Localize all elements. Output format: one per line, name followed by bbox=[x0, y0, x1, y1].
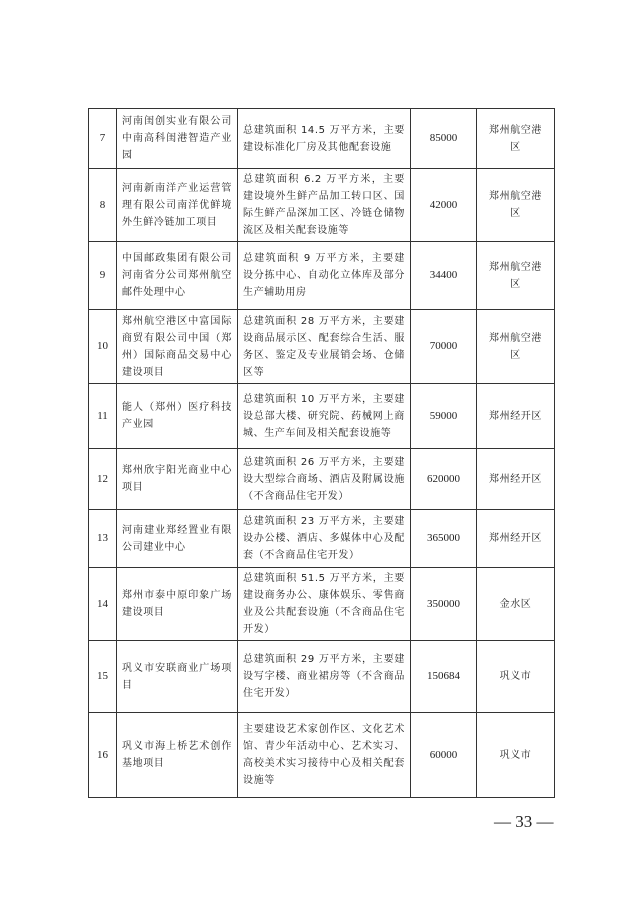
project-name: 河南建业郑经置业有限公司建业中心 bbox=[117, 510, 238, 568]
table-row bbox=[89, 169, 555, 242]
row-number: 8 bbox=[89, 169, 117, 242]
project-description: 主要建设艺术家创作区、文化艺术馆、青少年活动中心、艺术实习、高校美术实习接待中心及相关配套设施等 bbox=[238, 713, 411, 798]
table-row bbox=[89, 510, 555, 568]
project-location: 郑州航空港区 bbox=[477, 310, 555, 384]
project-name: 中国邮政集团有限公司河南省分公司郑州航空邮件处理中心 bbox=[117, 242, 238, 310]
investment-amount: 350000 bbox=[411, 568, 477, 641]
project-location: 郑州经开区 bbox=[477, 449, 555, 510]
row-number: 7 bbox=[89, 109, 117, 169]
row-number: 14 bbox=[89, 568, 117, 641]
page-number: — 33 — bbox=[494, 812, 554, 831]
project-table-body bbox=[89, 109, 555, 798]
project-location: 郑州经开区 bbox=[477, 384, 555, 449]
project-name: 河南闺创实业有限公司中南高科闺港智造产业园 bbox=[117, 109, 238, 169]
project-name: 能人（郑州）医疗科技产业园 bbox=[117, 384, 238, 449]
investment-amount: 85000 bbox=[411, 109, 477, 169]
project-name: 巩义市安联商业广场项目 bbox=[117, 641, 238, 713]
row-number: 12 bbox=[89, 449, 117, 510]
table-row bbox=[89, 242, 555, 310]
investment-amount: 34400 bbox=[411, 242, 477, 310]
row-number: 13 bbox=[89, 510, 117, 568]
project-table bbox=[88, 108, 555, 798]
project-description: 总建筑面积 9 万平方米，主要建设分拣中心、自动化立体库及部分生产辅助用房 bbox=[238, 242, 411, 310]
project-description: 总建筑面积 26 万平方米，主要建设大型综合商场、酒店及附属设施（不含商品住宅开发） bbox=[238, 449, 411, 510]
project-description: 总建筑面积 6.2 万平方米，主要建设境外生鲜产品加工转口区、国际生鲜产品深加工区、冷链仓储物流区及相关配套设施等 bbox=[238, 169, 411, 242]
project-name: 郑州市泰中原印象广场建设项目 bbox=[117, 568, 238, 641]
row-number: 9 bbox=[89, 242, 117, 310]
row-number: 15 bbox=[89, 641, 117, 713]
investment-amount: 59000 bbox=[411, 384, 477, 449]
investment-amount: 42000 bbox=[411, 169, 477, 242]
project-description: 总建筑面积 51.5 万平方米，主要建设商务办公、康体娱乐、零售商业及公共配套设施（不含商品住宅开发） bbox=[238, 568, 411, 641]
investment-amount: 365000 bbox=[411, 510, 477, 568]
investment-amount: 150684 bbox=[411, 641, 477, 713]
project-name: 河南新南洋产业运营管理有限公司南洋优鲜境外生鲜冷链加工项目 bbox=[117, 169, 238, 242]
row-number: 10 bbox=[89, 310, 117, 384]
table-row bbox=[89, 310, 555, 384]
investment-amount: 60000 bbox=[411, 713, 477, 798]
table-row bbox=[89, 713, 555, 798]
project-description: 总建筑面积 28 万平方米，主要建设商品展示区、配套综合生活、服务区、鉴定及专业展销会场、仓储区等 bbox=[238, 310, 411, 384]
project-location: 巩义市 bbox=[477, 713, 555, 798]
project-description: 总建筑面积 14.5 万平方米，主要建设标准化厂房及其他配套设施 bbox=[238, 109, 411, 169]
project-name: 郑州欣宇阳光商业中心项目 bbox=[117, 449, 238, 510]
table-row bbox=[89, 568, 555, 641]
project-name: 巩义市海上桥艺术创作基地项目 bbox=[117, 713, 238, 798]
project-description: 总建筑面积 23 万平方米，主要建设办公楼、酒店、多媒体中心及配套（不含商品住宅开发） bbox=[238, 510, 411, 568]
project-description: 总建筑面积 29 万平方米，主要建设写字楼、商业裙房等（不含商品住宅开发） bbox=[238, 641, 411, 713]
project-name: 郑州航空港区中富国际商贸有限公司中国（郑州）国际商品交易中心建设项目 bbox=[117, 310, 238, 384]
project-description: 总建筑面积 10 万平方米，主要建设总部大楼、研究院、药械网上商城、生产车间及相关配套设施等 bbox=[238, 384, 411, 449]
project-location: 郑州航空港区 bbox=[477, 169, 555, 242]
table-row bbox=[89, 449, 555, 510]
row-number: 16 bbox=[89, 713, 117, 798]
investment-amount: 620000 bbox=[411, 449, 477, 510]
project-location: 金水区 bbox=[477, 568, 555, 641]
project-location: 郑州航空港区 bbox=[477, 242, 555, 310]
project-location: 郑州经开区 bbox=[477, 510, 555, 568]
row-number: 11 bbox=[89, 384, 117, 449]
investment-amount: 70000 bbox=[411, 310, 477, 384]
table-row bbox=[89, 641, 555, 713]
project-location: 巩义市 bbox=[477, 641, 555, 713]
table-row bbox=[89, 384, 555, 449]
table-row bbox=[89, 109, 555, 169]
project-location: 郑州航空港区 bbox=[477, 109, 555, 169]
